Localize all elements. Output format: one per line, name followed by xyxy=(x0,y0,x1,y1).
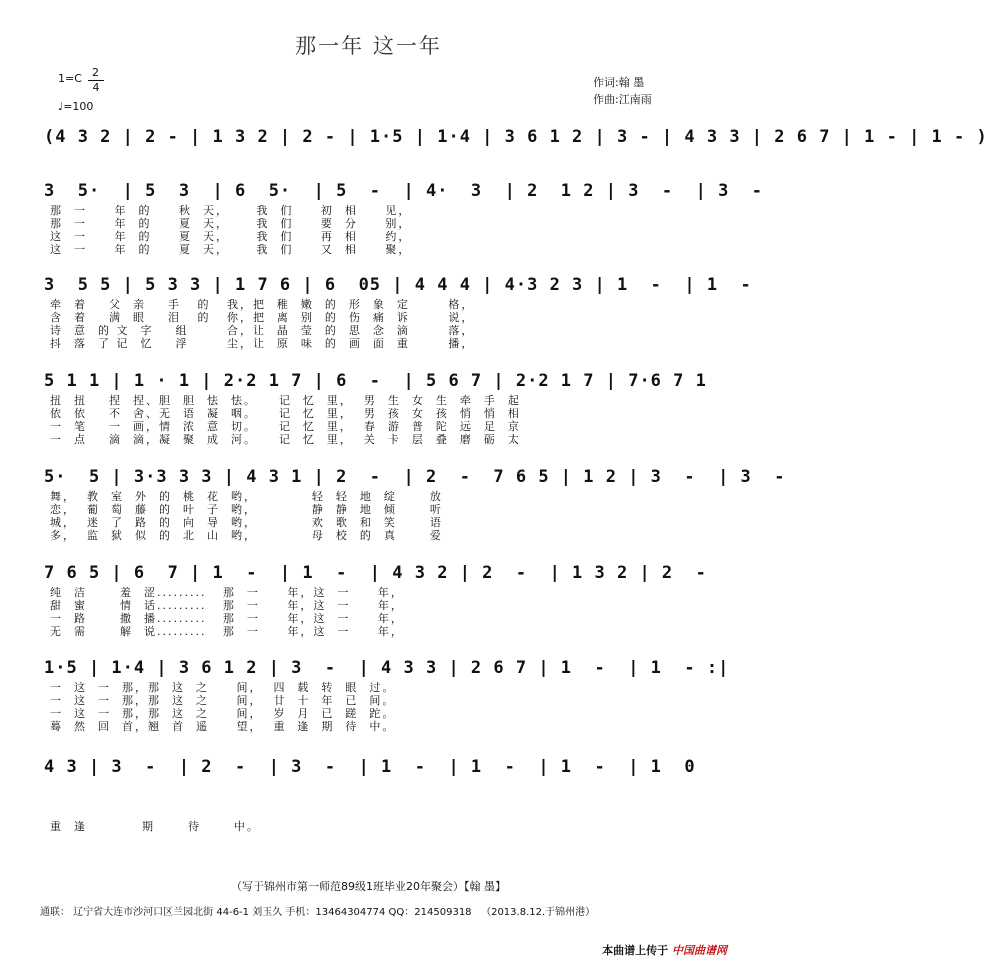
lyric-line: 一 点 滴 滴，凝 聚 成 河。 记 忆 里， 关 卡 层 叠 磨 砺 太 xyxy=(50,433,521,446)
time-signature-top: 2 xyxy=(92,66,99,79)
notes-line: 5· 5 | 3·3 3 3 | 4 3 1 | 2 - | 2 - 7 6 5 | 1 2 | 3 - | 3 - xyxy=(44,467,786,487)
lyric-line: 纯 洁 羞 涩......... 那 一 年，这 一 年， xyxy=(50,586,404,599)
lyric-line: 那 一 年 的 秋 天， 我 们 初 相 见， xyxy=(50,204,412,217)
footnote: （写于锦州市第一师范89级1班毕业20年聚会）【翰 墨】 xyxy=(231,880,506,893)
credits xyxy=(593,74,652,108)
notes-line: 5 1 1 | 1 · 1 | 2·2 1 7 | 6 - | 5 6 7 | 2·2 1 7 | 7·6 7 1 xyxy=(44,371,707,391)
upload-credit xyxy=(602,942,727,958)
coda-lyrics: 重 逢 期 待 中。 xyxy=(50,820,260,833)
upload-label: 本曲谱上传于 xyxy=(602,944,669,957)
lyric-line: 这 一 年 的 夏 天， 我 们 又 相 聚， xyxy=(50,243,412,256)
lyric-line: 扭 扭 捏 捏、胆 胆 怯 怯。 记 忆 里， 男 生 女 生 牵 手 起 xyxy=(50,394,521,407)
lyric-line: 牵 着 父 亲 手 的 我，把 稚 嫩 的 形 象 定 格， xyxy=(50,298,475,311)
notes-line: 3 5 5 | 5 3 3 | 1 7 6 | 6 05 | 4 4 4 | 4·3 2 3 | 1 - | 1 - xyxy=(44,275,752,295)
lyric-line: 多， 监 狱 似 的 北 山 哟， 母 校 的 真 爱 xyxy=(50,529,443,542)
lyric-line: 抖 落 了 记 忆 浮 尘，让 原 味 的 画 面 重 播， xyxy=(50,337,475,350)
notes-line: 1·5 | 1·4 | 3 6 1 2 | 3 - | 4 3 3 | 2 6 7 | 1 - | 1 - :| xyxy=(44,658,730,678)
lyricist: 作词:翰 墨 xyxy=(593,76,645,89)
notes-line: 3 5· | 5 3 | 6 5· | 5 - | 4· 3 | 2 1 2 | 3 - | 3 - xyxy=(44,181,764,201)
tempo-mark: ♩=100 xyxy=(58,100,94,113)
quarter-note-icon: ♩ xyxy=(58,100,64,113)
notes-line: (4 3 2 | 2 - | 1 3 2 | 2 - | 1·5 | 1·4 | 3 6 1 2 | 3 - | 4 3 3 | 2 6 7 | 1 - | 1 - ) xyxy=(44,127,988,147)
song-title: 那一年 这一年 xyxy=(295,34,442,58)
lyric-line: 一 笔 一 画，情 浓 意 切。 记 忆 里， 春 游 普 陀 远 足 京 xyxy=(50,420,521,433)
lyric-line: 一 这 一 那，那 这 之 间， 岁 月 已 蹉 跎。 xyxy=(50,707,396,720)
lyric-line: 一 这 一 那，那 这 之 间， 四 载 转 眼 过。 xyxy=(50,681,396,694)
notes-line: 4 3 | 3 - | 2 - | 3 - | 1 - | 1 - | 1 - | 1 0 xyxy=(44,757,696,777)
lyric-line: 一 这 一 那，那 这 之 间， 廿 十 年 已 间。 xyxy=(50,694,396,707)
lyric-line: 这 一 年 的 夏 天， 我 们 再 相 约， xyxy=(50,230,412,243)
site-logo[interactable]: 中国曲谱网 xyxy=(672,944,727,957)
lyric-line: 一 路 撒 播......... 那 一 年，这 一 年， xyxy=(50,612,404,625)
lyric-line: 舞， 教 室 外 的 桃 花 哟， 轻 轻 地 绽 放 xyxy=(50,490,443,503)
lyric-line: 城， 迷 了 路 的 向 导 哟， 欢 歌 和 笑 语 xyxy=(50,516,443,529)
lyric-line: 依 依 不 舍、无 语 凝 咽。 记 忆 里， 男 孩 女 孩 悄 悄 相 xyxy=(50,407,521,420)
lyric-line: 无 需 解 说......... 那 一 年，这 一 年， xyxy=(50,625,404,638)
notes-line: 7 6 5 | 6 7 | 1 - | 1 - | 4 3 2 | 2 - | 1 3 2 | 2 - xyxy=(44,563,707,583)
lyric-line: 甜 蜜 情 话......... 那 一 年，这 一 年， xyxy=(50,599,404,612)
lyric-line: 恋， 葡 萄 藤 的 叶 子 哟， 静 静 地 倾 听 xyxy=(50,503,443,516)
composer: 作曲:江南雨 xyxy=(593,93,652,106)
lyric-line: 蓦 然 回 首，翘 首 遥 望， 重 逢 期 待 中。 xyxy=(50,720,396,733)
contact-info: 通联： 辽宁省大连市沙河口区兰园北街 44-6-1 刘玉久 手机：13464304774 QQ：214509318 （2013.8.12.于锦州港） xyxy=(40,907,596,918)
key-signature: 1=C xyxy=(58,72,82,85)
time-signature-bottom: 4 xyxy=(88,80,104,95)
lyric-line: 那 一 年 的 夏 天， 我 们 要 分 别， xyxy=(50,217,412,230)
lyric-line: 诗 意 的 文 字 组 合，让 晶 莹 的 思 念 滴 落， xyxy=(50,324,475,337)
lyric-line: 含 着 满 眼 泪 的 你，把 离 别 的 伤 痛 诉 说， xyxy=(50,311,475,324)
